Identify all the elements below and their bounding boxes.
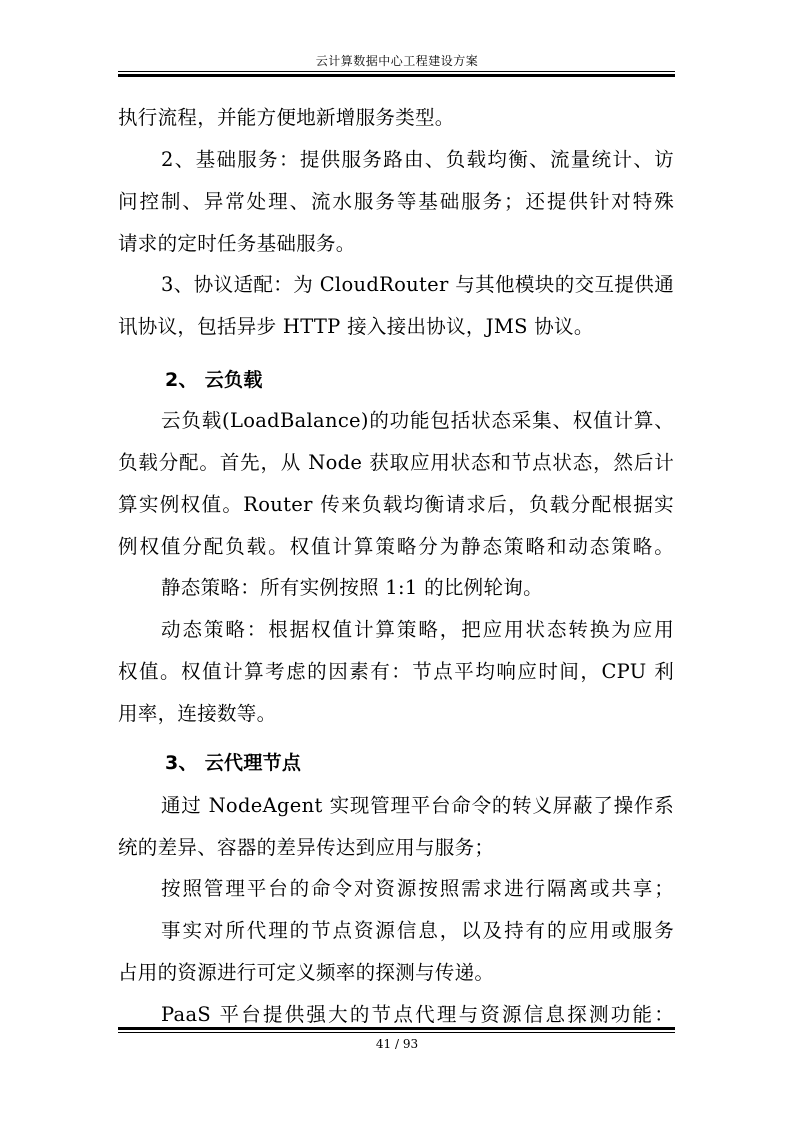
footer-rule-thin	[118, 1032, 675, 1033]
section-heading: 3、 云代理节点	[165, 752, 302, 774]
text-line: 讯协议，包括异步 HTTP 接入接出协议，JMS 协议。	[118, 315, 594, 338]
header-rule-thin	[118, 71, 675, 72]
text-line: 例权值分配负载。权值计算策略分为静态策略和动态策略。	[118, 535, 674, 558]
text-line: 事实对所代理的节点资源信息，以及持有的应用或服务	[161, 919, 674, 942]
text-line: 2、基础服务：提供服务路由、负载均衡、流量统计、访	[161, 148, 674, 171]
footer-rule-thick	[118, 1027, 675, 1030]
header-title: 云计算数据中心工程建设方案	[315, 54, 479, 68]
text-line: 云负载(LoadBalance)的功能包括状态采集、权值计算、	[161, 409, 674, 432]
text-line: 权值。权值计算考虑的因素有：节点平均响应时间，CPU 利	[118, 660, 674, 683]
text-line: 通过 NodeAgent 实现管理平台命令的转义屏蔽了操作系	[161, 794, 674, 817]
text-line: 按照管理平台的命令对资源按照需求进行隔离或共享；	[161, 877, 674, 900]
text-line: PaaS 平台提供强大的节点代理与资源信息探测功能：	[161, 1003, 674, 1026]
text-line: 动态策略：根据权值计算策略，把应用状态转换为应用	[161, 618, 674, 641]
text-line: 问控制、异常处理、流水服务等基础服务；还提供针对特殊	[118, 190, 674, 213]
header-rule-thick	[118, 74, 675, 77]
text-line: 占用的资源进行可定义频率的探测与传递。	[118, 961, 495, 984]
text-line: 统的差异、容器的差异传达到应用与服务；	[118, 836, 495, 859]
text-line: 用率，连接数等。	[118, 702, 277, 725]
text-line: 静态策略：所有实例按照 1:1 的比例轮询。	[161, 576, 543, 599]
text-line: 3、协议适配：为 CloudRouter 与其他模块的交互提供通	[161, 273, 674, 296]
page-number: 41 / 93	[375, 1037, 419, 1051]
text-line: 负载分配。首先，从 Node 获取应用状态和节点状态，然后计	[118, 451, 674, 474]
text-line: 请求的定时任务基础服务。	[118, 232, 356, 255]
text-line: 算实例权值。Router 传来负载均衡请求后，负载分配根据实	[118, 493, 674, 516]
text-line: 执行流程，并能方便地新增服务类型。	[118, 106, 455, 129]
section-heading: 2、 云负载	[165, 369, 263, 391]
